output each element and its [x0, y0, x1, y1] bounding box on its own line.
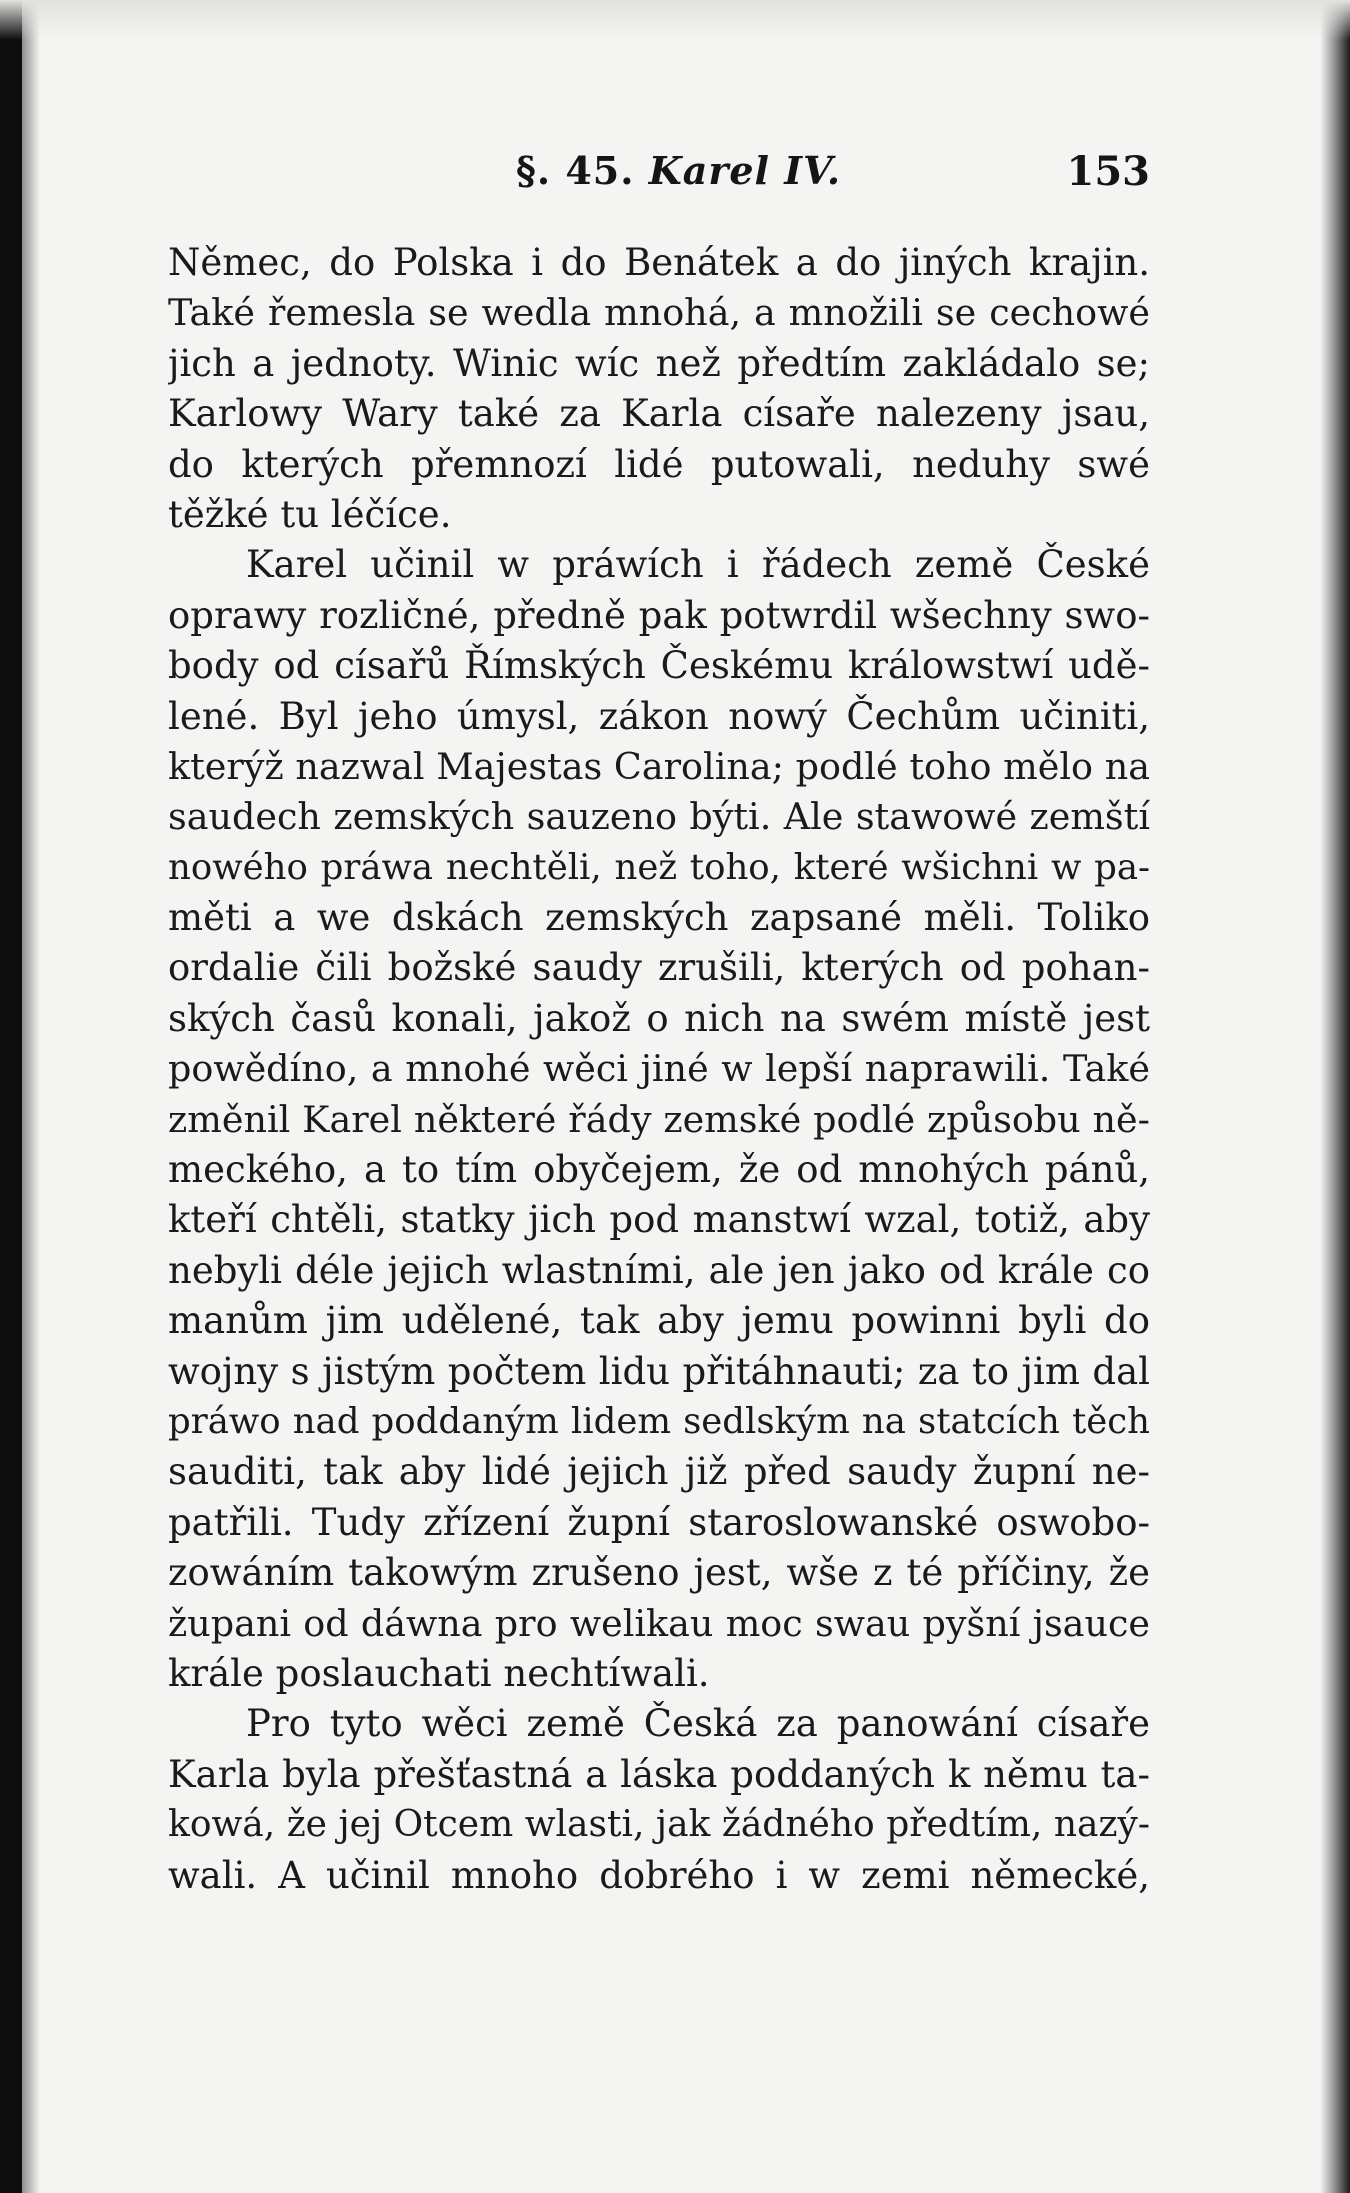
text-line: krále poslauchati nechtíwali. — [168, 1651, 710, 1695]
text-line: kteří chtěli, statky jich pod manstwí wzal, totiž, aby — [168, 1198, 1150, 1242]
text-line: Také řemesla se wedla mnohá, a množili se cechowé — [168, 291, 1150, 335]
text-line: nowého práwa nechtěli, než toho, které wšichni w pa- — [168, 846, 1150, 888]
text-line: lené. Byl jeho úmysl, zákon nowý Čechům učiniti, — [168, 694, 1150, 738]
text-line: meckého, a to tím obyčejem, že od mnohých pánů, — [168, 1148, 1150, 1192]
scan-left-shadow — [22, 0, 40, 2193]
text-line: kterýž nazwal Majestas Carolina; podlé toho mělo na — [168, 744, 1150, 788]
text-line: manům jim udělené, tak aby jemu powinni byli do — [168, 1299, 1150, 1343]
scan-left-border — [0, 0, 22, 2193]
text-line: wojny s jistým počtem lidu přitáhnauti; za to jim dal — [168, 1349, 1150, 1393]
text-line: nebyli déle jejich wlastními, ale jen jako od krále co — [168, 1248, 1150, 1292]
chapter-title: Karel IV. — [648, 148, 842, 193]
text-line: sauditi, tak aby lidé jejich již před saudy župní ne- — [168, 1450, 1150, 1494]
text-line: Karla byla přešťastná a láska poddaných k němu ta- — [168, 1752, 1150, 1796]
text-line: práwo nad poddaným lidem sedlským na statcích těch — [168, 1400, 1150, 1442]
section-number: §. 45. — [516, 148, 635, 193]
text-line: Němec, do Polska i do Benátek a do jiných krajin. — [168, 241, 1150, 284]
running-title — [516, 148, 841, 193]
body-text — [168, 238, 1150, 1901]
text-line: těžké tu léčíce. — [168, 492, 452, 536]
running-header — [168, 148, 1150, 212]
text-line: body od císařů Římských Českému králowstwí udě- — [168, 644, 1150, 688]
text-line: saudech zemských sauzeno býti. Ale stawowé zemští — [168, 795, 1150, 839]
text-line: měti a we dskách zemských zapsané měli. Toliko — [168, 896, 1150, 940]
text-line: powědíno, a mnohé wěci jiné w lepší naprawili. Také — [168, 1047, 1150, 1091]
text-line: zowáním takowým zrušeno jest, wše z té příčiny, že — [168, 1551, 1150, 1595]
text-line: jich a jednoty. Winic wíc než předtím zakládalo se; — [168, 341, 1150, 385]
text-line: Pro tyto wěci země Česká za panowání císaře — [246, 1702, 1150, 1746]
text-line: Karlowy Wary také za Karla císaře nalezeny jsau, — [168, 392, 1150, 436]
scan-right-border — [1320, 0, 1350, 2193]
page-number: 153 — [1066, 148, 1150, 195]
text-line: oprawy rozličné, předně pak potwrdil wšechny swo- — [168, 593, 1150, 637]
text-line: změnil Karel některé řády zemské podlé způsobu ně- — [168, 1097, 1150, 1141]
text-line: ských časů konali, jakož o nich na swém místě jest — [168, 996, 1150, 1040]
text-line: kowá, že jej Otcem wlasti, jak žádného předtím, nazý- — [168, 1804, 1150, 1846]
text-line: do kterých přemnozí lidé putowali, neduhy swé — [168, 442, 1150, 486]
scan-top-shadow — [0, 0, 1350, 40]
text-line: wali. A učinil mnoho dobrého i w zemi německé, — [168, 1853, 1150, 1897]
text-line: župani od dáwna pro welikau moc swau pyšní jsauce — [168, 1601, 1150, 1645]
text-line: Karel učinil w práwích i řádech země České — [246, 543, 1150, 587]
text-line: ordalie čili božské saudy zrušili, kterých od pohan- — [168, 946, 1150, 990]
text-line: patřili. Tudy zřízení župní staroslowanské oswobo- — [168, 1500, 1150, 1544]
